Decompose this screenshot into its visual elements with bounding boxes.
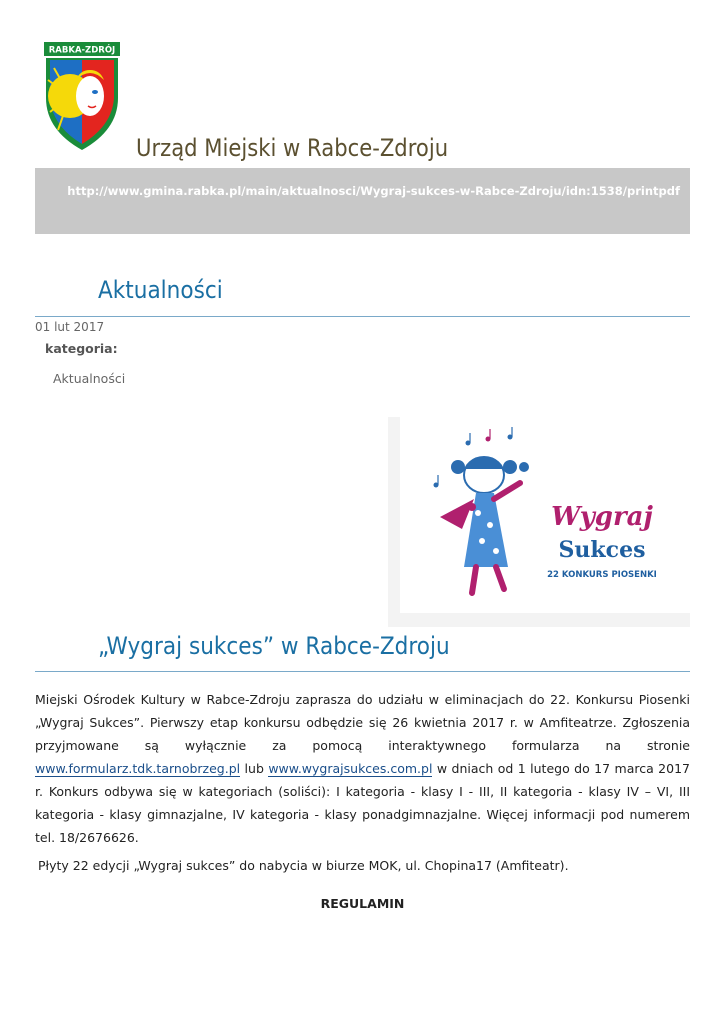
promo-line1: Wygraj — [551, 502, 653, 532]
article-note: Płyty 22 edycji „Wygraj sukces” do nabycia w biurze MOK, ul. Chopina17 (Amfiteatr). — [38, 858, 569, 873]
site-title: Urząd Miejski w Rabce-Zdroju — [136, 134, 449, 162]
article-text-part2: lub — [240, 761, 269, 776]
category-value[interactable]: Aktualności — [53, 371, 126, 386]
promo-line2: Sukces — [558, 537, 646, 563]
publish-date: 01 lut 2017 — [35, 320, 105, 334]
promo-line3: 22 KONKURS PIOSENKI — [547, 570, 657, 580]
section-title: Aktualności — [98, 276, 223, 304]
category-label: kategoria: — [45, 341, 118, 356]
page-url[interactable]: http://www.gmina.rabka.pl/main/aktualnosci/Wygraj-sukces-w-Rabce-Zdroju/idn:1538/printpdf — [67, 184, 680, 198]
logo-text: RABKA-ZDRÓJ — [48, 45, 116, 56]
link-wygrajsukces[interactable]: www.wygrajsukces.com.pl — [268, 761, 433, 776]
url-bar — [35, 168, 690, 234]
article-divider — [35, 671, 690, 672]
section-divider — [35, 316, 690, 317]
article-text-part3: w dniach od 1 lutego do 17 marca 2017 r. Konkurs odbywa się w kategoriach (soliści): I kategoria - klasy I - III, II kategoria - klasy IV – VI, III kategoria - klasy gimnazjalne, IV kategoria - klasy ponadgimnazjalne. Więcej informacji pod numerem tel. 18/2676626. — [35, 761, 690, 845]
article-body — [35, 688, 690, 849]
promo-image — [388, 417, 690, 627]
article-title: „Wygraj sukces” w Rabce-Zdroju — [98, 632, 450, 660]
rabka-zdroj-logo — [42, 40, 122, 152]
regulamin-heading: REGULAMIN — [320, 896, 405, 911]
article-text-part1: Miejski Ośrodek Kultury w Rabce-Zdroju zaprasza do udziału w eliminacjach do 22. Konkursu Piosenki „Wygraj Sukces”. Pierwszy etap konkursu odbędzie się 26 kwietnia 2017 r. w Amfiteatrze. Zgłoszenia przyjmowane są wyłącznie za pomocą interaktywnego formularza na stronie — [35, 692, 690, 753]
link-formularz[interactable]: www.formularz.tdk.tarnobrzeg.pl — [35, 761, 241, 776]
